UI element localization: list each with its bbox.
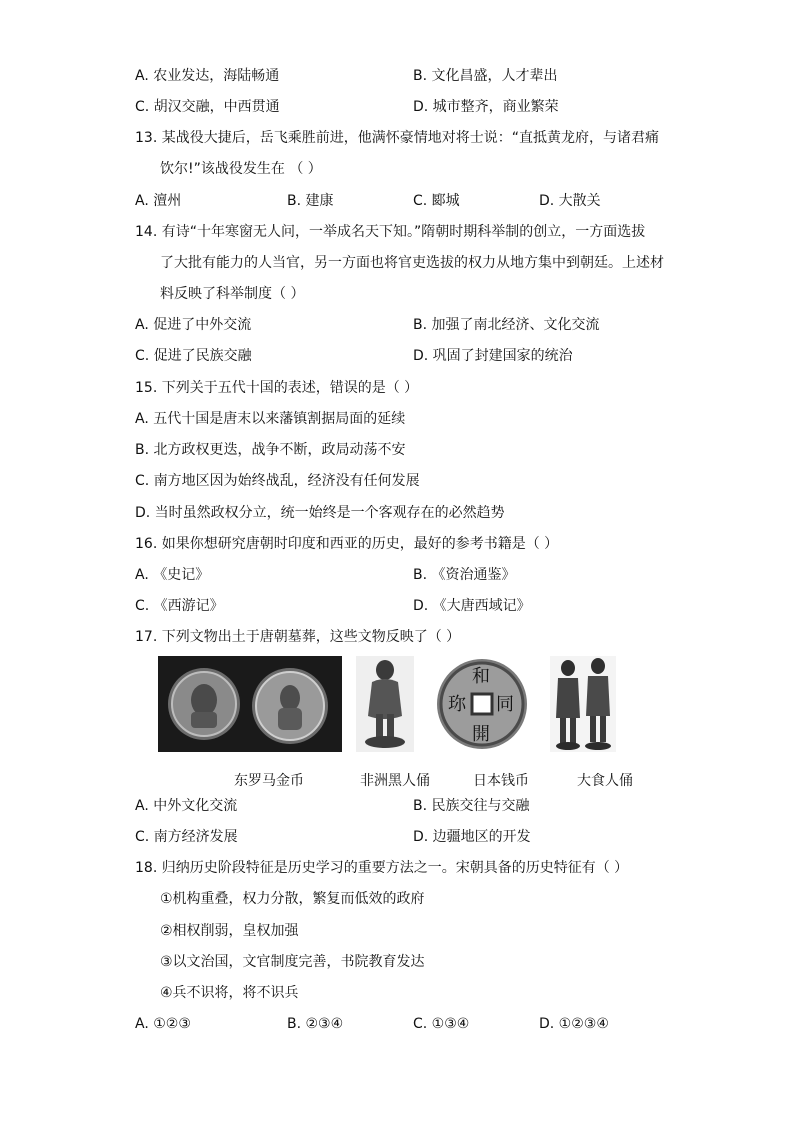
q13-option-d[interactable]: D. 大散关 (539, 193, 601, 209)
coin-char-left: 珎 (448, 694, 466, 715)
q15-option-c[interactable]: C. 南方地区因为始终战乱，经济没有任何发展 (135, 473, 420, 489)
q14-option-b[interactable]: B. 加强了南北经济、文化交流 (413, 317, 600, 333)
q16-option-b[interactable]: B. 《资治通鉴》 (413, 567, 516, 583)
q17-option-a[interactable]: A. 中外文化交流 (135, 798, 238, 814)
q17-stem: 17. 下列文物出土于唐朝墓葬，这些文物反映了（ ） (135, 629, 461, 645)
q18-stem: 18. 归纳历史阶段特征是历史学习的重要方法之一。宋朝具备的历史特征有（ ） (135, 860, 629, 876)
caption-arab-figurine: 大食人俑 (577, 773, 633, 789)
q18-statement-4: ④兵不识将，将不识兵 (160, 985, 299, 1001)
q13-option-c[interactable]: C. 郾城 (413, 193, 460, 209)
caption-african-figurine: 非洲黑人俑 (360, 773, 430, 789)
q18-option-c[interactable]: C. ①③④ (413, 1016, 470, 1032)
q18-option-a[interactable]: A. ①②③ (135, 1016, 191, 1032)
q16-option-d[interactable]: D. 《大唐西域记》 (413, 598, 531, 614)
q12-option-a[interactable]: A. 农业发达，海陆畅通 (135, 68, 280, 84)
q18-statement-3: ③以文治国，文官制度完善，书院教育发达 (160, 954, 425, 970)
q16-stem: 16. 如果你想研究唐朝时印度和西亚的历史，最好的参考书籍是（ ） (135, 536, 559, 552)
coin-char-top: 和 (472, 666, 490, 687)
q15-stem: 15. 下列关于五代十国的表述，错误的是（ ） (135, 380, 419, 396)
q14-option-a[interactable]: A. 促进了中外交流 (135, 317, 252, 333)
coin-char-right: 同 (496, 694, 514, 715)
q14-stem-line-1: 14. 有诗“十年寒窗无人问，一举成名天下知。”隋朝时期科举制的创立，一方面选拔 (135, 224, 646, 240)
q16-option-c[interactable]: C. 《西游记》 (135, 598, 224, 614)
q17-option-c[interactable]: C. 南方经济发展 (135, 829, 238, 845)
q17-option-b[interactable]: B. 民族交往与交融 (413, 798, 530, 814)
q12-option-d[interactable]: D. 城市整齐，商业繁荣 (413, 99, 559, 115)
q18-option-b[interactable]: B. ②③④ (287, 1016, 344, 1032)
q13-option-a[interactable]: A. 澶州 (135, 193, 182, 209)
q15-option-a[interactable]: A. 五代十国是唐末以来藩镇割据局面的延续 (135, 411, 406, 427)
q18-statement-2: ②相权削弱，皇权加强 (160, 923, 299, 939)
byzantine-gold-coins-image (158, 656, 342, 752)
caption-japanese-coin: 日本钱币 (473, 773, 529, 789)
q14-stem-line-2: 了大批有能力的人当官，另一方面也将官吏选拔的权力从地方集中到朝廷。上述材 (160, 255, 664, 271)
q15-option-d[interactable]: D. 当时虽然政权分立，统一始终是一个客观存在的必然趋势 (135, 505, 505, 521)
q18-option-d[interactable]: D. ①②③④ (539, 1016, 609, 1032)
arab-figurines-image (550, 656, 616, 752)
q13-option-b[interactable]: B. 建康 (287, 193, 334, 209)
japanese-coin-image (434, 656, 530, 752)
q13-stem-line-1: 13. 某战役大捷后，岳飞乘胜前进，他满怀豪情地对将士说：“直抵黄龙府，与诸君痛 (135, 130, 659, 146)
q12-option-b[interactable]: B. 文化昌盛，人才辈出 (413, 68, 558, 84)
q13-stem-line-2: 饮尔!”该战役发生在 （ ） (160, 161, 322, 177)
q18-statement-1: ①机构重叠，权力分散，繁复而低效的政府 (160, 891, 425, 907)
q14-option-c[interactable]: C. 促进了民族交融 (135, 348, 252, 364)
q14-option-d[interactable]: D. 巩固了封建国家的统治 (413, 348, 573, 364)
q17-option-d[interactable]: D. 边疆地区的开发 (413, 829, 531, 845)
q12-option-c[interactable]: C. 胡汉交融，中西贯通 (135, 99, 280, 115)
q14-stem-line-3: 料反映了科举制度（ ） (160, 286, 305, 302)
q16-option-a[interactable]: A. 《史记》 (135, 567, 210, 583)
q15-option-b[interactable]: B. 北方政权更迭，战争不断，政局动荡不安 (135, 442, 406, 458)
caption-byzantine-gold-coin: 东罗马金币 (234, 773, 304, 789)
coin-char-bottom: 開 (472, 724, 490, 745)
artifact-photos (158, 656, 638, 756)
african-figurine-image (356, 656, 414, 752)
